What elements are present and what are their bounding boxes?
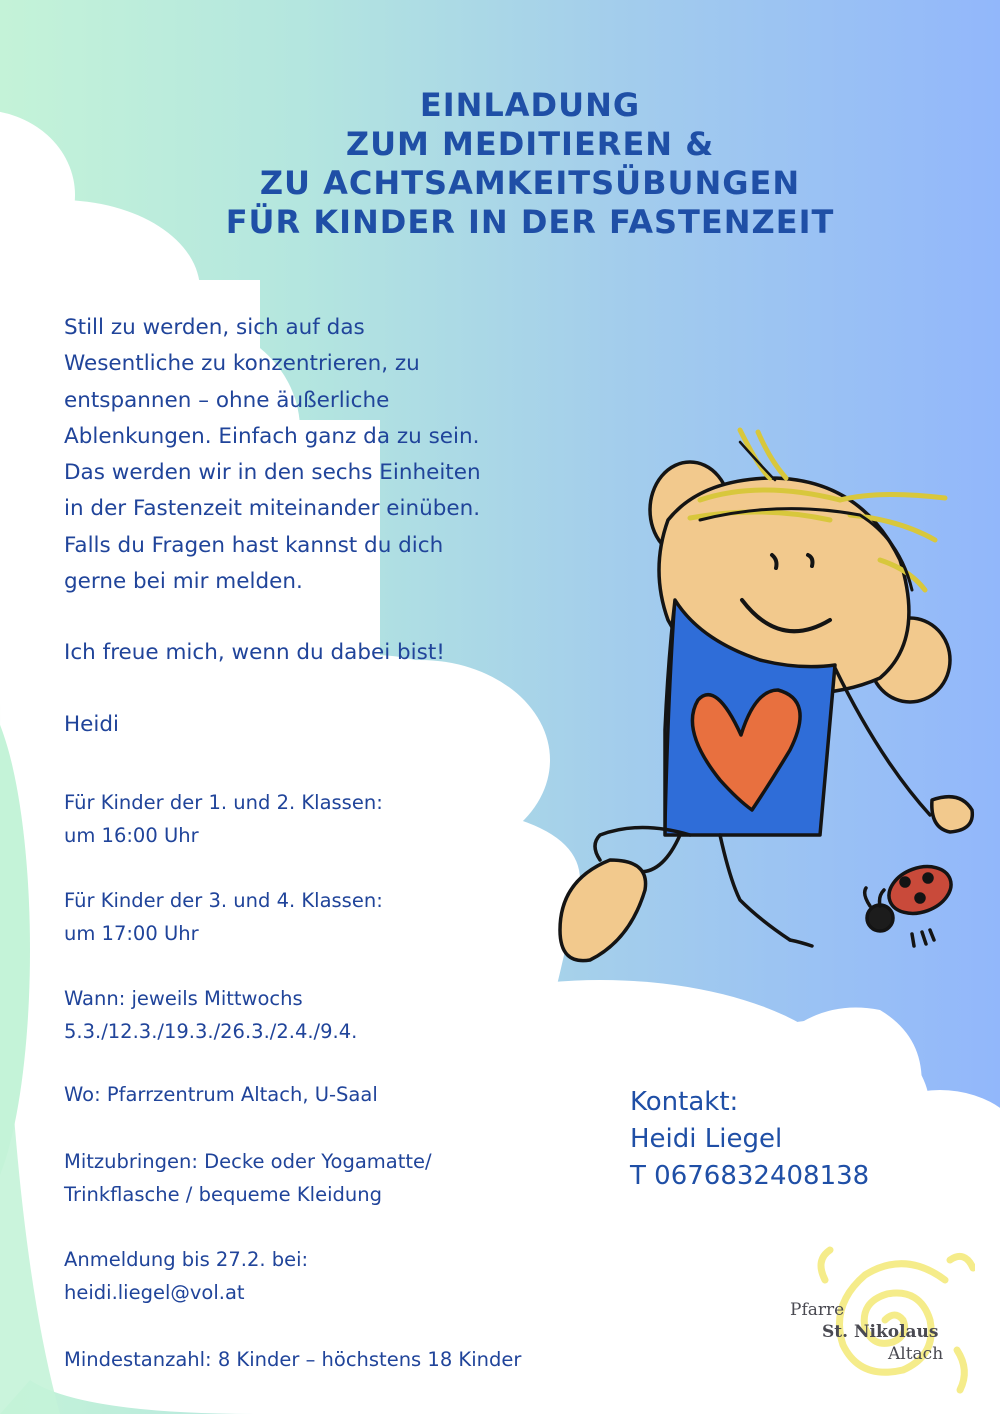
logo-line: St. Nikolaus [822,1322,939,1342]
group-2-time: um 17:00 Uhr [64,922,199,945]
intro-line: Still zu werden, sich auf das [64,315,365,340]
registration-email[interactable]: heidi.liegel@vol.at [64,1281,245,1304]
contact-name: Heidi Liegel [630,1124,783,1154]
registration-info [64,1243,308,1309]
bring-info [64,1145,432,1211]
invitation-title [60,86,1000,242]
intro-line: Falls du Fragen hast kannst du dich [64,532,444,558]
title-line: FÜR KINDER IN DER FASTENZEIT [225,203,835,241]
group-1-info [64,786,383,852]
when-dates: 5.3./12.3./19.3./26.3./2.4./9.4. [64,1020,358,1043]
group-1-label: Für Kinder der 1. und 2. Klassen: [64,791,383,814]
contact-heading: Kontakt: [630,1087,739,1117]
group-2-info [64,884,383,950]
group-1-time: um 16:00 Uhr [64,824,199,847]
bring-line: Trinkflasche / bequeme Kleidung [64,1183,382,1206]
greeting: Ich freue mich, wenn du dabei bist! [64,640,445,665]
intro-line: Ablenkungen. Einfach ganz da zu sein. [64,423,480,449]
child-illustration [540,418,1000,988]
title-line: ZUM MEDITIEREN & [345,125,715,163]
title-line: ZU ACHTSAMKEITSÜBUNGEN [259,164,801,202]
intro-line: entspannen – ohne äußerliche [64,387,390,413]
intro-line: in der Fastenzeit miteinander einüben. [64,496,481,522]
when-label: Wann: jeweils Mittwochs [64,987,303,1010]
bring-line: Mitzubringen: Decke oder Yogamatte/ [64,1150,432,1173]
where-label: Wo: Pfarrzentrum Altach, U-Saal [64,1083,378,1106]
intro-line: Das werden wir in den sechs Einheiten [64,460,481,486]
participants-limits: Mindestanzahl: 8 Kinder – höchstens 18 Kinder [64,1348,522,1371]
participants-info [64,1343,521,1376]
intro-line: Wesentliche zu konzentrieren, zu [64,351,420,377]
intro-line: gerne bei mir melden. [64,569,303,595]
contact-block [630,1084,869,1195]
signature: Heidi [64,712,119,737]
group-2-label: Für Kinder der 3. und 4. Klassen: [64,889,383,912]
when-info [64,982,357,1048]
title-line: EINLADUNG [419,86,641,124]
where-info [64,1078,378,1111]
contact-phone[interactable]: T 0676832408138 [630,1161,870,1191]
logo-line: Altach [888,1344,944,1364]
logo-line: Pfarre [790,1300,845,1320]
registration-label: Anmeldung bis 27.2. bei: [64,1248,309,1271]
